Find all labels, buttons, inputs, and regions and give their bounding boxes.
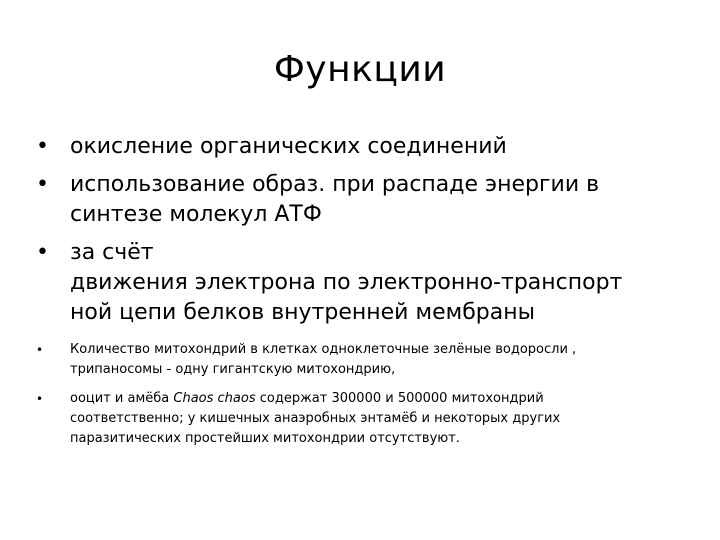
bullet-text-line: синтезе молекул АТФ — [70, 202, 322, 227]
bullet-item-energy-use — [36, 170, 686, 230]
bullet-list — [36, 132, 686, 458]
note-text-line: соответственно; у кишечных анаэробных энтамёб и некоторых других — [70, 411, 561, 426]
note-text-line: паразитических простейших митохондрии отсутствуют. — [70, 431, 460, 446]
note-item-oocyte-amoeba — [36, 389, 686, 449]
bullet-item-oxidation — [36, 132, 686, 162]
note-item-mitochondria-count — [36, 340, 686, 380]
slide-title: Функции — [273, 49, 447, 90]
bullet-icon: • — [36, 240, 49, 265]
bullet-text-line: использование образ. при распаде энергии в — [70, 172, 600, 197]
species-name: Chaos chaos — [173, 391, 256, 406]
note-text-line: трипаносомы - одну гигантскую митохондрию, — [70, 362, 396, 377]
note-text-segment: содержат 300000 и 500000 митохондрий — [255, 391, 544, 406]
note-text-line: Количество митохондрий в клетках одноклеточные зелёные водоросли , — [70, 342, 577, 357]
bullet-text-line: ной цепи белков внутренней мембраны — [70, 300, 535, 325]
bullet-text-line: окисление органических соединений — [70, 134, 507, 159]
bullet-text-line: движения электрона по электронно-транспорт — [70, 270, 623, 295]
bullet-icon: • — [36, 343, 44, 357]
note-text-line — [70, 389, 686, 409]
bullet-icon: • — [36, 392, 44, 406]
bullet-text-line: за счёт — [70, 240, 154, 265]
bullet-icon: • — [36, 172, 49, 197]
bullet-item-electron-transport — [36, 238, 686, 328]
note-text-segment: ооцит и амёба — [70, 391, 174, 406]
bullet-icon: • — [36, 134, 49, 159]
